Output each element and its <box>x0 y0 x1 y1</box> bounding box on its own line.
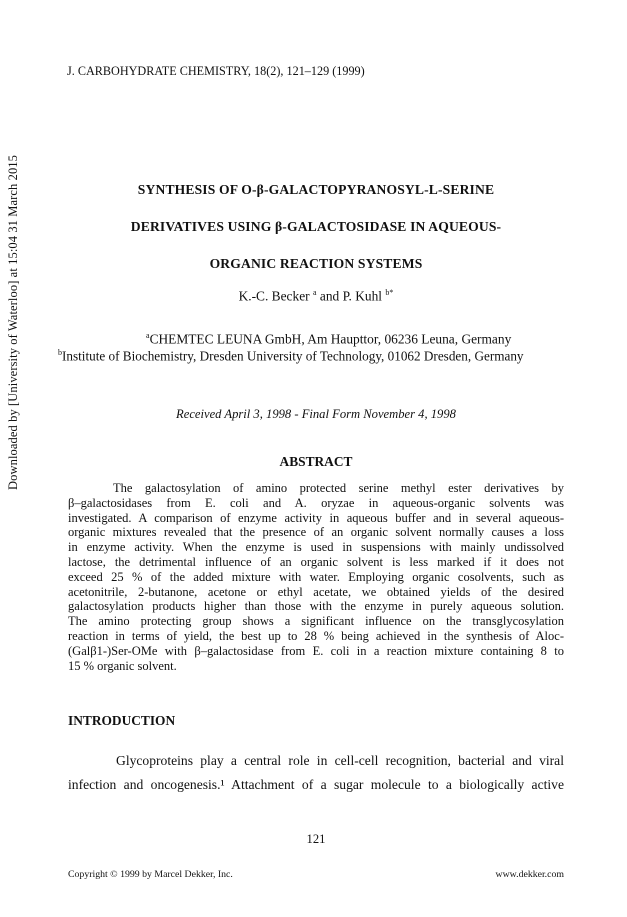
affiliation-b <box>58 348 524 364</box>
title-line-3: ORGANIC REACTION SYSTEMS <box>209 256 423 271</box>
introduction-body <box>68 749 564 797</box>
abstract-line: The galactosylation of amino protected serine methyl ester derivatives by <box>113 481 564 495</box>
copyright-notice: Copyright © 1999 by Marcel Dekker, Inc. <box>68 869 233 880</box>
title-line-2: DERIVATIVES USING β-GALACTOSIDASE IN AQUEOUS- <box>130 219 502 234</box>
abstract-line: in enzyme activity. When the enzyme is used in suspensions with mainly undissolved <box>68 540 564 555</box>
affiliation-b-text: Institute of Biochemistry, Dresden University of Technology, 01062 Dresden, Germany <box>62 348 524 364</box>
abstract-line: investigated. A comparison of enzyme activity in aqueous buffer and in several aqueous- <box>68 510 564 525</box>
title-line-1: SYNTHESIS OF O-β-GALACTOPYRANOSYL-L-SERINE <box>137 182 495 197</box>
publisher-url: www.dekker.com <box>495 869 564 880</box>
abstract-line: β–galactosidases from E. coli and A. oryzae in aqueous-organic solvents was <box>68 495 564 510</box>
abstract-line: The amino protecting group shows a significant influence on the transglycosylation <box>68 614 564 629</box>
intro-line: infection and oncogenesis.¹ Attachment of a sugar molecule to a biologically active <box>68 777 564 792</box>
abstract-line: 15 % organic solvent. <box>68 658 177 673</box>
received-dates: Received April 3, 1998 - Final Form November 4, 1998 <box>176 407 456 421</box>
journal-citation: J. CARBOHYDRATE CHEMISTRY, 18(2), 121–129 (1999) <box>67 64 365 78</box>
affiliation-a-text: CHEMTEC LEUNA GmbH, Am Haupttor, 06236 Leuna, Germany <box>149 331 512 347</box>
intro-line: Glycoproteins play a central role in cell-cell recognition, bacterial and viral <box>116 753 564 768</box>
abstract-heading: ABSTRACT <box>279 454 353 469</box>
abstract-body <box>68 481 564 673</box>
abstract-line: lactose, the detrimental influence of an organic solvent is less marked if it does not <box>68 554 564 569</box>
author-2: P. Kuhl <box>342 288 383 304</box>
abstract-line: organic mixtures revealed that the presence of an organic solvent normally causes a loss <box>68 525 564 540</box>
page-number: 121 <box>306 832 326 846</box>
author-1: K.-C. Becker <box>238 288 310 304</box>
affiliation-a-mark: a <box>146 331 150 340</box>
download-watermark-text: Downloaded by [University of Waterloo] at 15:04 31 March 2015 <box>6 155 20 490</box>
authors-line <box>60 288 572 304</box>
introduction-heading: INTRODUCTION <box>68 713 176 728</box>
abstract-line: reaction in terms of yield, the best up to 28 % being achieved in the synthesis of Aloc- <box>68 628 564 643</box>
affiliation-a <box>146 331 511 347</box>
abstract-line: galactosylation products higher than those with the enzyme in purely aqueous solution. <box>68 599 564 614</box>
author-1-mark: a <box>312 288 317 297</box>
affiliation-b-mark: b <box>58 348 62 357</box>
abstract-line: exceed 25 % of the added mixture with water. Employing organic cosolvents, such as <box>68 569 564 584</box>
abstract-line: acetonitrile, 2-butanone, acetone or ethyl acetate, we obtained yields of the desired <box>68 584 564 599</box>
abstract-line: (Galβ1-)Ser-OMe with β–galactosidase from E. coli in a reaction mixture containing 8 to <box>68 643 564 658</box>
author-conjunction: and <box>319 288 340 304</box>
author-2-mark: b* <box>385 288 394 297</box>
